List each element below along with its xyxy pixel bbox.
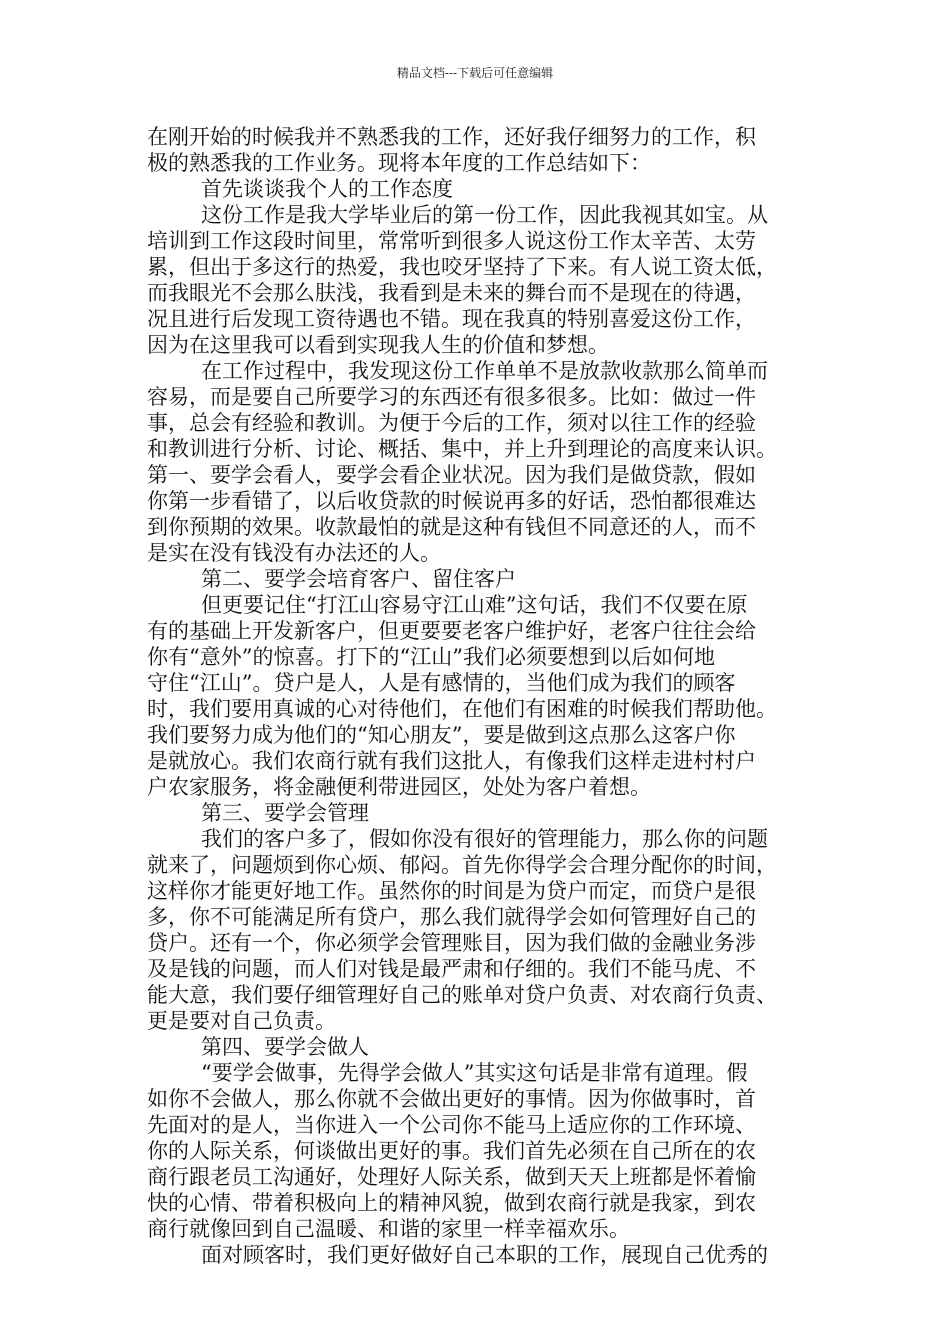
text-line: 这样你才能更好地工作。虽然你的时间是为贷户而定，而贷户是很: [147, 879, 756, 903]
text-line: 守住“江山”。贷户是人，人是有感情的，当他们成为我们的顾客: [147, 671, 736, 695]
text-line: 先面对的是人，当你进入一个公司你不能马上适应你的工作环境、: [147, 1113, 756, 1137]
text-line: 快的心情、带着积极向上的精神风貌，做到农商行就是我家，到农: [147, 1191, 756, 1215]
text-line: 首先谈谈我个人的工作态度: [201, 177, 453, 201]
text-line: 就来了，问题烦到你心烦、郁闷。首先你得学会合理分配你的时间，: [147, 853, 777, 877]
text-line: 户农家服务，将金融便利带进园区，处处为客户着想。: [147, 775, 651, 799]
text-line: 贷户。还有一个，你必须学会管理账目，因为我们做的金融业务涉: [147, 931, 756, 955]
page-header: 精品文档---下载后可任意编辑: [396, 66, 554, 80]
document-body: [147, 124, 827, 1268]
text-line: 你有“意外”的惊喜。打下的“江山”我们必须要想到以后如何地: [147, 645, 715, 669]
text-line: 在工作过程中，我发现这份工作单单不是放款收款那么简单而: [201, 359, 768, 383]
text-line: 商行跟老员工沟通好，处理好人际关系，做到天天上班都是怀着愉: [147, 1165, 756, 1189]
text-line: 培训到工作这段时间里，常常听到很多人说这份工作太辛苦、太劳: [147, 229, 756, 253]
text-line: 能大意，我们要仔细管理好自己的账单对贷户负责、对农商行负责、: [147, 983, 777, 1007]
text-line: 面对顾客时，我们更好做好自己本职的工作，展现自己优秀的: [201, 1243, 768, 1267]
text-line: 你第一步看错了，以后收贷款的时候说再多的好话，恐怕都很难达: [147, 489, 756, 513]
text-line: 极的熟悉我的工作业务。现将本年度的工作总结如下：: [147, 151, 651, 175]
text-line: 第一、要学会看人，要学会看企业状况。因为我们是做贷款，假如: [147, 463, 756, 487]
text-line: 和教训进行分析、讨论、概括、集中，并上升到理论的高度来认识。: [147, 437, 777, 461]
text-line: 第四、要学会做人: [201, 1035, 369, 1059]
text-line: 但更要记住“打江山容易守江山难”这句话，我们不仅要在原: [201, 593, 748, 617]
text-line: 是就放心。我们农商行就有我们这批人，有像我们这样走进村村户: [147, 749, 756, 773]
text-line: 容易，而是要自己所要学习的东西还有很多很多。比如：做过一件: [147, 385, 756, 409]
text-line: 这份工作是我大学毕业后的第一份工作，因此我视其如宝。从: [201, 203, 768, 227]
text-line: 因为在这里我可以看到实现我人生的价值和梦想。: [147, 333, 609, 357]
text-line: “要学会做事，先得学会做人”其实这句话是非常有道理。假: [201, 1061, 748, 1085]
text-line: 我们要努力成为他们的“知心朋友”，要是做到这点那么这客户你: [147, 723, 736, 747]
text-line: 事，总会有经验和教训。为便于今后的工作，须对以往工作的经验: [147, 411, 756, 435]
text-line: 我们的客户多了，假如你没有很好的管理能力，那么你的问题: [201, 827, 768, 851]
text-line: 而我眼光不会那么肤浅，我看到是未来的舞台而不是现在的待遇，: [147, 281, 756, 305]
text-line: 第二、要学会培育客户、留住客户: [201, 567, 516, 591]
text-line: 商行就像回到自己温暖、和谐的家里一样幸福欢乐。: [147, 1217, 630, 1241]
text-line: 在刚开始的时候我并不熟悉我的工作，还好我仔细努力的工作，积: [147, 125, 756, 149]
text-line: 累，但出于多这行的热爱，我也咬牙坚持了下来。有人说工资太低，: [147, 255, 777, 279]
text-line: 到你预期的效果。收款最怕的就是这种有钱但不同意还的人，而不: [147, 515, 756, 539]
text-line: 第三、要学会管理: [201, 801, 369, 825]
text-line: 况且进行后发现工资待遇也不错。现在我真的特别喜爱这份工作，: [147, 307, 756, 331]
text-line: 更是要对自己负责。: [147, 1009, 336, 1033]
text-line: 你的人际关系，何谈做出更好的事。我们首先必须在自己所在的农: [147, 1139, 756, 1163]
text-line: 有的基础上开发新客户，但更要要老客户维护好，老客户往往会给: [147, 619, 756, 643]
text-line: 及是钱的问题，而人们对钱是最严肃和仔细的。我们不能马虎、不: [147, 957, 756, 981]
text-line: 多，你不可能满足所有贷户，那么我们就得学会如何管理好自己的: [147, 905, 756, 929]
text-line: 时，我们要用真诚的心对待他们，在他们有困难的时候我们帮助他。: [147, 697, 777, 721]
text-line: 是实在没有钱没有办法还的人。: [147, 541, 441, 565]
text-line: 如你不会做人，那么你就不会做出更好的事情。因为你做事时，首: [147, 1087, 756, 1111]
